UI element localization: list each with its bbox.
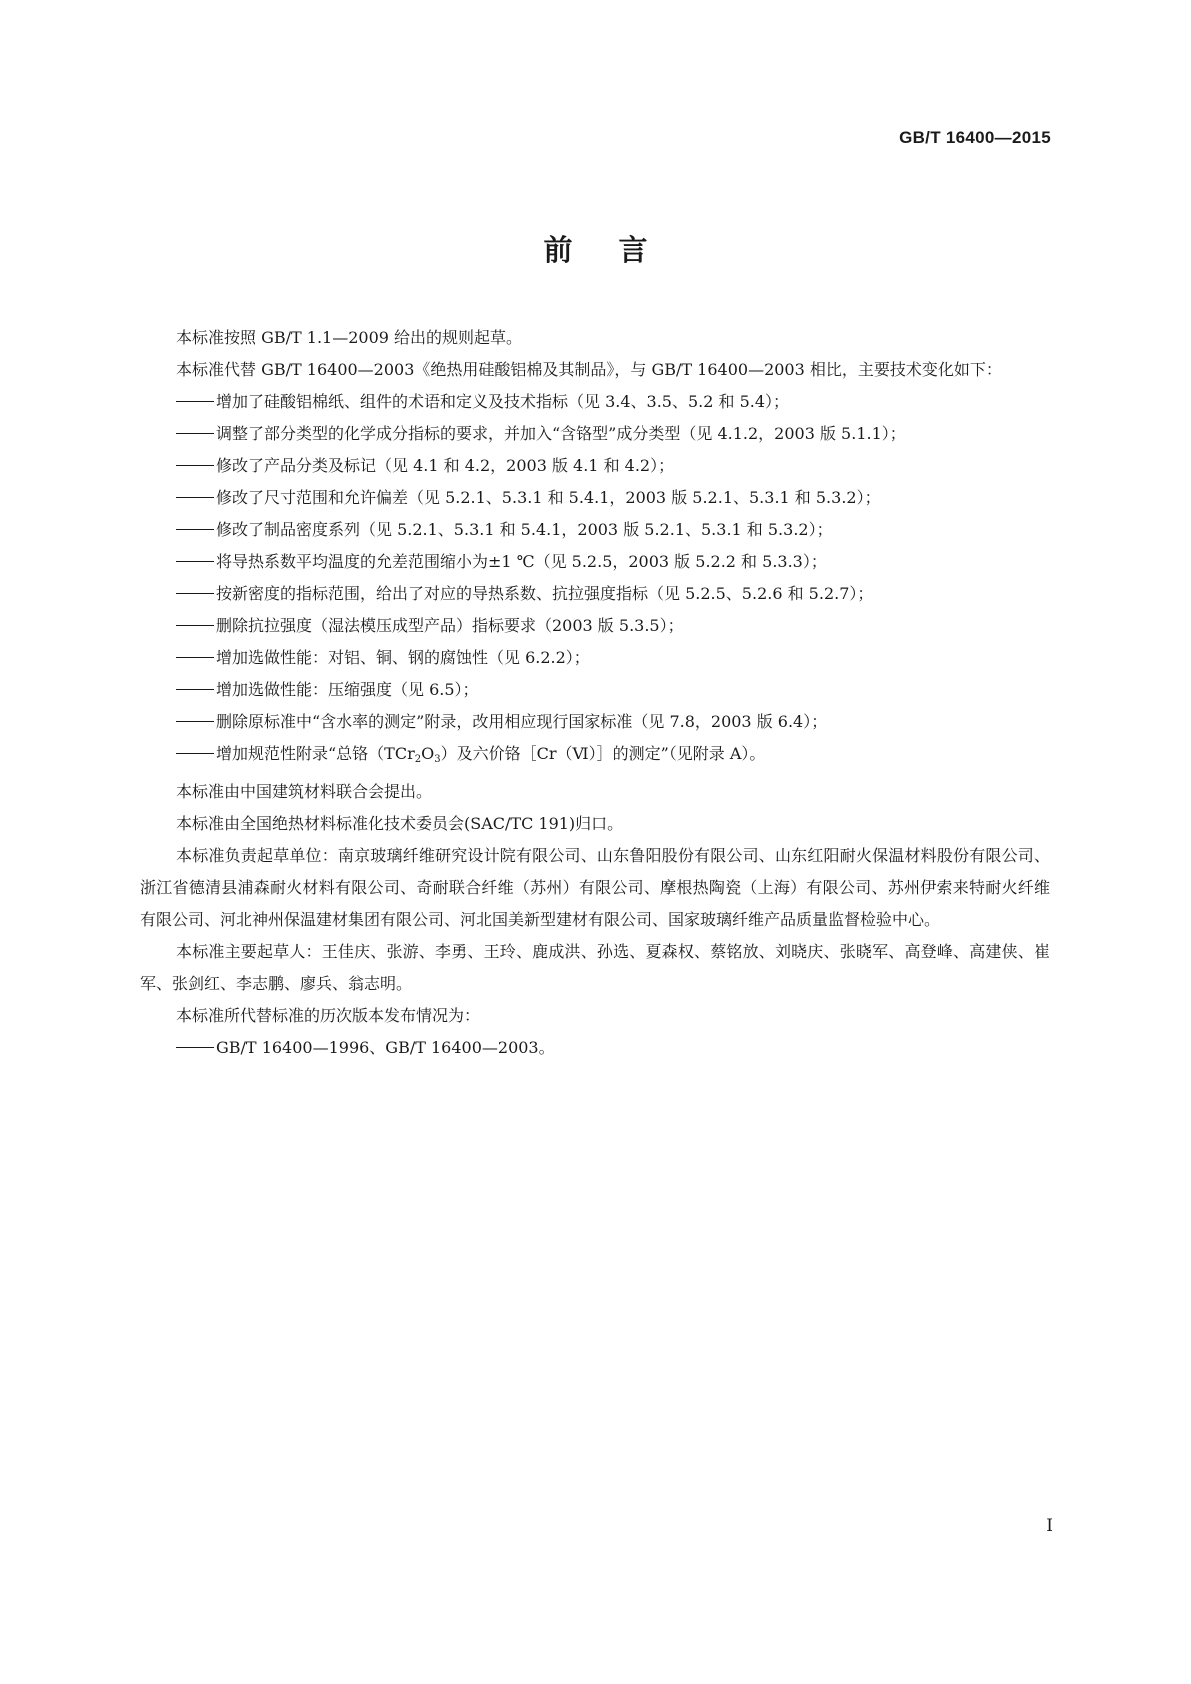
list-item-text: 修改了尺寸范围和允许偏差（见 5.2.1、5.3.1 和 5.4.1，2003 版 5.2.1、5.3.1 和 5.3.2）；: [216, 488, 881, 507]
list-item: [140, 546, 1050, 578]
dash-mark: [176, 401, 214, 402]
list-item: [140, 738, 1050, 776]
list-item: [140, 706, 1050, 738]
list-item: [140, 674, 1050, 706]
paragraph-drafting-rules: 本标准按照 GB/T 1.1—2009 给出的规则起草。: [176, 328, 523, 347]
list-item: [140, 482, 1050, 514]
page-title: 前言: [543, 233, 694, 267]
list-item-text-mid: O: [421, 744, 435, 763]
dash-mark: [176, 433, 214, 434]
list-item: [140, 418, 1050, 450]
list-item-text: 增加了硅酸铝棉纸、组件的术语和定义及技术指标（见 3.4、3.5、5.2 和 5.4）；: [216, 392, 790, 411]
dash-mark: [176, 593, 214, 594]
list-item-text: 调整了部分类型的化学成分指标的要求，并加入“含铬型”成分类型（见 4.1.2，2003 版 5.1.1）；: [216, 424, 906, 443]
list-item-text: 将导热系数平均温度的允差范围缩小为±1 ℃（见 5.2.5，2003 版 5.2.2 和 5.3.3）；: [216, 552, 827, 571]
list-item: [140, 450, 1050, 482]
history-text: GB/T 16400—1996、GB/T 16400—2003。: [216, 1038, 555, 1057]
list-item-text: 删除抗拉强度（湿法模压成型产品）指标要求（2003 版 5.3.5）；: [216, 616, 684, 635]
page-number: I: [1046, 1516, 1053, 1536]
list-item-text-after: ）及六价铬［Cr（Ⅵ）］的测定”（见附录 A）。: [440, 744, 766, 763]
dash-mark: [176, 625, 214, 626]
paragraph-replaces: 本标准代替 GB/T 16400—2003《绝热用硅酸铝棉及其制品》，与 GB/T 16400—2003 相比，主要技术变化如下：: [176, 360, 1002, 379]
dash-mark: [176, 1047, 214, 1048]
dash-mark: [176, 721, 214, 722]
dash-mark: [176, 689, 214, 690]
subscript-3: 3: [434, 754, 441, 765]
dash-mark: [176, 561, 214, 562]
dash-mark: [176, 465, 214, 466]
paragraph-drafting-units: 本标准负责起草单位：南京玻璃纤维研究设计院有限公司、山东鲁阳股份有限公司、山东红阳耐火保温材料股份有限公司、浙江省德清县浦森耐火材料有限公司、奇耐联合纤维（苏州）有限公司、摩根热陶瓷（上海）有限公司、苏州伊索来特耐火纤维有限公司、河北神州保温建材集团有限公司、河北国美新型建材有限公司、国家玻璃纤维产品质量监督检验中心。: [140, 846, 1050, 929]
list-item: [140, 642, 1050, 674]
list-item-text-before: 增加规范性附录“总铬（TCr: [216, 744, 415, 763]
list-item-text: 修改了制品密度系列（见 5.2.1、5.3.1 和 5.4.1，2003 版 5.2.1、5.3.1 和 5.3.2）；: [216, 520, 833, 539]
list-item-text: 增加选做性能：对铝、铜、钢的腐蚀性（见 6.2.2）；: [216, 648, 590, 667]
subscript-2: 2: [414, 754, 422, 765]
changes-list: [140, 386, 1050, 776]
dash-mark: [176, 529, 214, 530]
paragraph-proposed-by: 本标准由中国建筑材料联合会提出。: [176, 782, 433, 801]
document-body: [140, 322, 1050, 1064]
list-item-text: 按新密度的指标范围，给出了对应的导热系数、抗拉强度指标（见 5.2.5、5.2.6 和 5.2.7）；: [216, 584, 874, 603]
list-item: [140, 578, 1050, 610]
paragraph-history-intro: 本标准所代替标准的历次版本发布情况为：: [176, 1006, 481, 1025]
list-item: [140, 514, 1050, 546]
paragraph-drafters: 本标准主要起草人：王佳庆、张游、李勇、王玲、鹿成洪、孙选、夏森权、蔡铭放、刘晓庆、张晓军、高登峰、高建侠、崔军、张剑红、李志鹏、廖兵、翁志明。: [140, 942, 1050, 993]
list-item-text: 删除原标准中“含水率的测定”附录，改用相应现行国家标准（见 7.8，2003 版 6.4）；: [216, 712, 828, 731]
list-item: [140, 610, 1050, 642]
dash-mark: [176, 753, 214, 754]
paragraph-administered-by: 本标准由全国绝热材料标准化技术委员会(SAC/TC 191)归口。: [176, 814, 624, 833]
standard-number: GB/T 16400—2015: [899, 128, 1051, 147]
dash-mark: [176, 497, 214, 498]
history-item: [140, 1032, 1050, 1064]
list-item: [140, 386, 1050, 418]
list-item-text: 修改了产品分类及标记（见 4.1 和 4.2，2003 版 4.1 和 4.2）；: [216, 456, 675, 475]
dash-mark: [176, 657, 214, 658]
list-item-text: 增加选做性能：压缩强度（见 6.5）；: [216, 680, 479, 699]
